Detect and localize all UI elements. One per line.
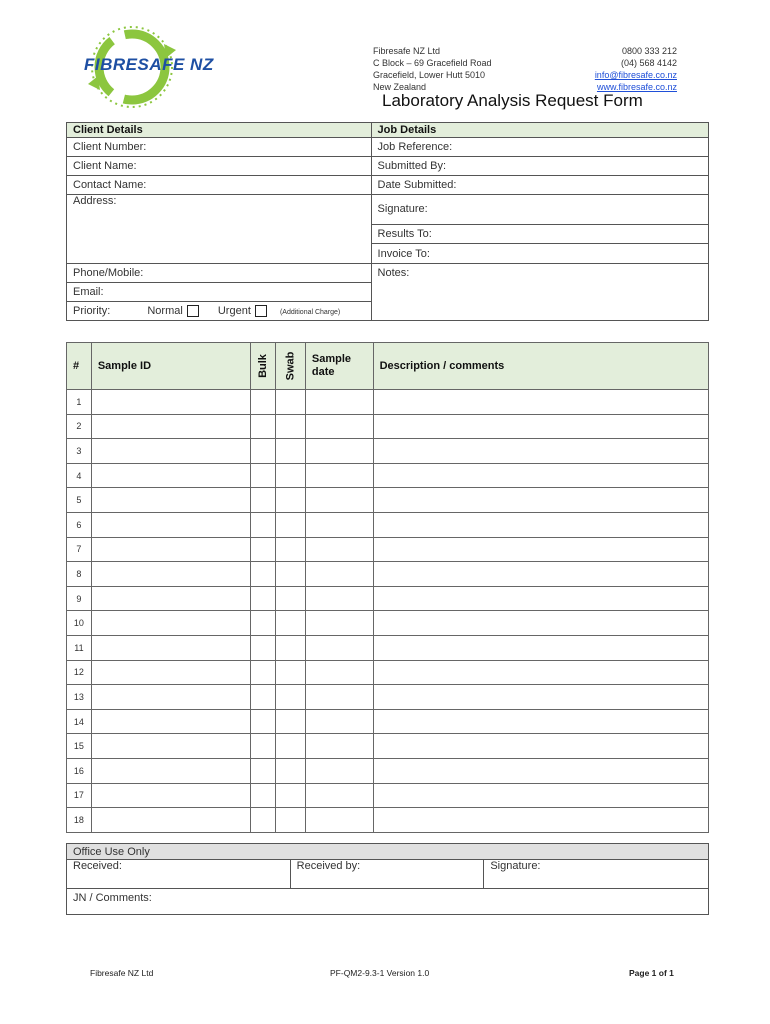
form-title: Laboratory Analysis Request Form [382, 91, 643, 110]
table-row [67, 390, 709, 415]
description-cell[interactable] [373, 414, 708, 439]
table-row [67, 463, 709, 488]
sample-date-cell[interactable] [305, 488, 373, 513]
bulk-label: Bulk [257, 354, 270, 378]
swab-cell[interactable] [276, 463, 306, 488]
sample-date-cell[interactable] [305, 562, 373, 587]
sample-id-cell[interactable] [91, 660, 250, 685]
bulk-cell[interactable] [251, 660, 276, 685]
description-cell[interactable] [373, 660, 708, 685]
row-number: 10 [67, 611, 92, 636]
table-row [67, 562, 709, 587]
bulk-cell[interactable] [251, 512, 276, 537]
additional-charge-note: (Additional Charge) [279, 308, 341, 316]
description-cell[interactable] [373, 635, 708, 660]
row-number: 16 [67, 758, 92, 783]
email-field[interactable]: Email: [67, 283, 372, 302]
description-cell[interactable] [373, 783, 708, 808]
table-row [67, 512, 709, 537]
sample-table [66, 342, 709, 833]
sample-id-cell[interactable] [91, 537, 250, 562]
swab-cell[interactable] [276, 808, 306, 833]
sample-id-cell[interactable] [91, 439, 250, 464]
sample-date-cell[interactable] [305, 808, 373, 833]
swab-cell[interactable] [276, 439, 306, 464]
company-address [373, 45, 492, 93]
bulk-cell[interactable] [251, 414, 276, 439]
swab-label: Swab [284, 351, 297, 381]
footer-company: Fibresafe NZ Ltd [90, 968, 154, 978]
received-field[interactable]: Received: [67, 860, 291, 889]
address-line: C Block – 69 Gracefield Road [373, 58, 492, 68]
urgent-label: Urgent [217, 304, 251, 317]
sample-id-cell[interactable] [91, 414, 250, 439]
client-job-table [66, 122, 709, 321]
priority-label: Priority: [73, 304, 111, 317]
bulk-cell[interactable] [251, 611, 276, 636]
bulk-cell[interactable] [251, 439, 276, 464]
phone-2: (04) 568 4142 [620, 58, 677, 68]
bulk-cell[interactable] [251, 537, 276, 562]
table-row [67, 783, 709, 808]
row-number: 15 [67, 734, 92, 759]
row-number: 14 [67, 709, 92, 734]
address-line: Fibresafe NZ Ltd [373, 46, 441, 56]
row-number: 12 [67, 660, 92, 685]
description-cell[interactable] [373, 758, 708, 783]
footer-version: PF-QM2-9.3-1 Version 1.0 [330, 968, 430, 978]
col-header-sample-id: Sample ID [91, 343, 250, 390]
row-number: 4 [67, 463, 92, 488]
row-number: 1 [67, 390, 92, 415]
sample-date-cell[interactable] [305, 635, 373, 660]
invoice-to-field[interactable]: Invoice To: [371, 244, 708, 264]
col-header-swab [276, 343, 306, 390]
table-row [67, 635, 709, 660]
sample-date-cell[interactable] [305, 660, 373, 685]
email-link[interactable]: info@fibresafe.co.nz [594, 70, 677, 80]
date-submitted-field[interactable]: Date Submitted: [371, 176, 708, 195]
swab-cell[interactable] [276, 586, 306, 611]
sample-date-cell[interactable] [305, 439, 373, 464]
client-details-header: Client Details [67, 123, 372, 138]
urgent-checkbox[interactable] [255, 305, 267, 317]
swab-cell[interactable] [276, 414, 306, 439]
sample-date-cell[interactable] [305, 537, 373, 562]
swab-cell[interactable] [276, 734, 306, 759]
sample-id-cell[interactable] [91, 562, 250, 587]
description-cell[interactable] [373, 808, 708, 833]
client-name-field[interactable]: Client Name: [67, 157, 372, 176]
received-by-field[interactable]: Received by: [290, 860, 484, 889]
job-reference-field[interactable]: Job Reference: [371, 138, 708, 157]
swab-cell[interactable] [276, 685, 306, 710]
swab-cell[interactable] [276, 537, 306, 562]
address-line: Gracefield, Lower Hutt 5010 [373, 70, 486, 80]
row-number: 6 [67, 512, 92, 537]
bulk-cell[interactable] [251, 488, 276, 513]
sample-date-cell[interactable] [305, 463, 373, 488]
sample-id-cell[interactable] [91, 463, 250, 488]
row-number: 17 [67, 783, 92, 808]
description-cell[interactable] [373, 463, 708, 488]
sample-date-cell[interactable] [305, 758, 373, 783]
bulk-cell[interactable] [251, 463, 276, 488]
sample-date-cell[interactable] [305, 414, 373, 439]
col-header-sample-date: Sample date [305, 343, 373, 390]
office-use-header: Office Use Only [67, 844, 709, 860]
row-number: 9 [67, 586, 92, 611]
swab-cell[interactable] [276, 512, 306, 537]
website-link[interactable]: www.fibresafe.co.nz [596, 82, 677, 92]
description-cell[interactable] [373, 562, 708, 587]
row-number: 7 [67, 537, 92, 562]
col-header-description: Description / comments [373, 343, 708, 390]
results-to-field[interactable]: Results To: [371, 224, 708, 244]
contact-name-field[interactable]: Contact Name: [67, 176, 372, 195]
phone-1: 0800 333 212 [621, 46, 677, 56]
table-row [67, 709, 709, 734]
footer-page: Page 1 of 1 [629, 968, 674, 978]
client-number-field[interactable]: Client Number: [67, 138, 372, 157]
signature-field[interactable]: Signature: [371, 195, 708, 225]
address-field[interactable] [67, 195, 372, 264]
row-number: 5 [67, 488, 92, 513]
sample-id-cell[interactable] [91, 512, 250, 537]
row-number: 11 [67, 635, 92, 660]
bulk-cell[interactable] [251, 586, 276, 611]
address-line: New Zealand [373, 82, 427, 92]
swab-cell[interactable] [276, 709, 306, 734]
swab-cell[interactable] [276, 783, 306, 808]
bulk-cell[interactable] [251, 783, 276, 808]
sample-id-cell[interactable] [91, 488, 250, 513]
office-use-table [66, 843, 709, 915]
sample-id-cell[interactable] [91, 709, 250, 734]
address-label: Address: [73, 195, 117, 207]
description-cell[interactable] [373, 586, 708, 611]
sample-date-cell[interactable] [305, 512, 373, 537]
swab-cell[interactable] [276, 390, 306, 415]
table-row [67, 586, 709, 611]
swab-cell[interactable] [276, 562, 306, 587]
sample-date-cell[interactable] [305, 611, 373, 636]
col-header-number: # [67, 343, 92, 390]
table-row [67, 685, 709, 710]
swab-cell[interactable] [276, 488, 306, 513]
bulk-cell[interactable] [251, 562, 276, 587]
table-row [67, 758, 709, 783]
swab-cell[interactable] [276, 758, 306, 783]
sample-id-cell[interactable] [91, 390, 250, 415]
company-contact [595, 45, 677, 93]
office-signature-field[interactable]: Signature: [484, 860, 709, 889]
description-cell[interactable] [373, 439, 708, 464]
sample-id-cell[interactable] [91, 685, 250, 710]
jn-comments-field[interactable]: JN / Comments: [67, 889, 709, 915]
description-cell[interactable] [373, 390, 708, 415]
table-row [67, 734, 709, 759]
row-number: 2 [67, 414, 92, 439]
sample-date-cell[interactable] [305, 734, 373, 759]
sample-date-cell[interactable] [305, 685, 373, 710]
description-cell[interactable] [373, 488, 708, 513]
col-header-bulk [251, 343, 276, 390]
table-row [67, 537, 709, 562]
sample-id-cell[interactable] [91, 611, 250, 636]
table-row [67, 660, 709, 685]
sample-id-cell[interactable] [91, 635, 250, 660]
table-row [67, 488, 709, 513]
row-number: 18 [67, 808, 92, 833]
description-cell[interactable] [373, 734, 708, 759]
row-number: 3 [67, 439, 92, 464]
swab-cell[interactable] [276, 611, 306, 636]
swab-cell[interactable] [276, 660, 306, 685]
bulk-cell[interactable] [251, 685, 276, 710]
sample-date-cell[interactable] [305, 586, 373, 611]
sample-id-cell[interactable] [91, 586, 250, 611]
bulk-cell[interactable] [251, 635, 276, 660]
table-row [67, 414, 709, 439]
sample-id-cell[interactable] [91, 758, 250, 783]
priority-row [67, 302, 372, 321]
phone-mobile-field[interactable]: Phone/Mobile: [67, 264, 372, 283]
row-number: 8 [67, 562, 92, 587]
normal-checkbox[interactable] [187, 305, 199, 317]
bulk-cell[interactable] [251, 808, 276, 833]
description-cell[interactable] [373, 685, 708, 710]
notes-label: Notes: [377, 267, 410, 279]
row-number: 13 [67, 685, 92, 710]
table-row [67, 611, 709, 636]
description-cell[interactable] [373, 611, 708, 636]
table-row [67, 808, 709, 833]
description-cell[interactable] [373, 537, 708, 562]
bulk-cell[interactable] [251, 734, 276, 759]
bulk-cell[interactable] [251, 758, 276, 783]
description-cell[interactable] [373, 512, 708, 537]
sample-date-cell[interactable] [305, 783, 373, 808]
normal-label: Normal [147, 304, 183, 317]
sample-id-cell[interactable] [91, 808, 250, 833]
table-row [67, 439, 709, 464]
swab-cell[interactable] [276, 635, 306, 660]
job-details-header: Job Details [371, 123, 708, 138]
sample-id-cell[interactable] [91, 783, 250, 808]
bulk-cell[interactable] [251, 709, 276, 734]
sample-date-cell[interactable] [305, 709, 373, 734]
sample-id-cell[interactable] [91, 734, 250, 759]
sample-date-cell[interactable] [305, 390, 373, 415]
bulk-cell[interactable] [251, 390, 276, 415]
submitted-by-field[interactable]: Submitted By: [371, 157, 708, 176]
description-cell[interactable] [373, 709, 708, 734]
notes-field[interactable] [371, 264, 708, 321]
logo-text: FIBRESAFE NZ [84, 55, 214, 74]
